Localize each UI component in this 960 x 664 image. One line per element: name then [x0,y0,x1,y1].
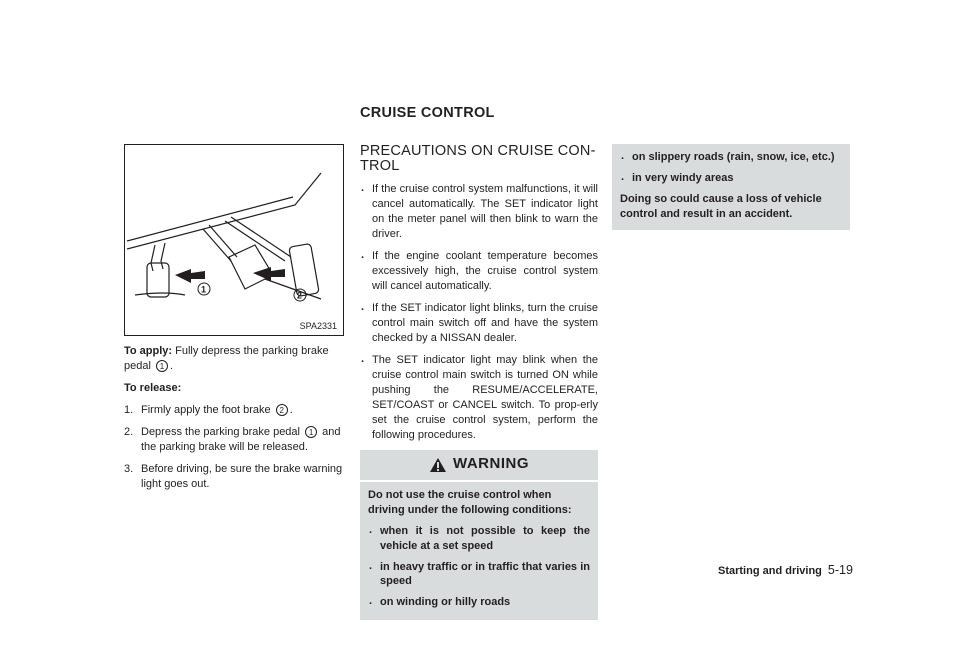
ref-callout: 1 [305,426,317,438]
apply-paragraph [124,344,346,374]
bullet: . [369,559,373,572]
brake-instructions [124,344,346,499]
bullet: . [361,182,365,195]
warning-text: when it is not possible to keep the vehicle at a set speed [380,524,590,552]
precaution-text: If the engine coolant temperature becomes excessively high, the cruise control system will cancel automatically. [372,250,598,293]
bullet: . [361,301,365,314]
precautions-title: PRECAUTIONS ON CRUISE CON-TROL [360,143,596,175]
section-title: CRUISE CONTROL [360,105,495,121]
release-label: To release: [124,381,182,394]
bullet: . [369,523,373,536]
warning-item [620,150,842,165]
figure-code: SPA2331 [299,320,337,331]
bullet: . [621,170,625,183]
step-end: and the parking brake will be released. [141,425,341,453]
precautions-list [360,182,598,442]
ref-callout: 2 [276,404,288,416]
warning-box [360,450,598,621]
page-footer [718,562,853,579]
precaution-item [360,301,598,346]
warning-item [368,524,590,554]
warning-text: on slippery roads (rain, snow, ice, etc.) [632,151,835,163]
precaution-item [360,353,598,443]
pedal-illustration [124,144,344,336]
precaution-text: The SET indicator light may blink when the cruise control main switch is turned ON while pushing the RESUME/ACCELERATE, SET/COAST or CANCEL switch. To prop-erly set the cruise control system, perform the following procedures. [372,353,598,441]
precautions-column [360,144,598,620]
apply-text: Fully depress the parking brake pedal [124,345,329,372]
ref-callout: 1 [156,360,168,372]
precaution-text: If the SET indicator light blinks, turn the cruise control main switch off and have the system checked by a NISSAN dealer. [372,302,598,345]
step-text: Firmly apply the foot brake [141,403,271,416]
precaution-item [360,249,598,294]
warning-triangle-icon [429,457,447,473]
warning-item [368,595,590,610]
precaution-item [360,182,598,242]
warning-continued-list [620,150,842,186]
warning-continued-box [612,144,850,230]
bullet: . [621,150,625,162]
apply-end: . [169,359,174,372]
bullet: . [361,352,365,365]
warning-heading: WARNING [453,455,529,473]
precaution-text: If the cruise control system malfunctions, it will cancel automatically. The SET indicator light on the meter panel will then blink to warn the driver. [372,183,598,241]
step-text: Depress the parking brake pedal [141,425,300,438]
warning-text: in heavy traffic or in traffic that varies in speed [380,560,590,588]
warning-closing: Doing so could cause a loss of vehicle control and result in an accident. [620,192,822,220]
callout-1: 1 [201,284,207,295]
warning-item [368,560,590,590]
footer-chapter: Starting and driving [718,565,822,577]
apply-label: To apply: [124,345,173,357]
warning-intro: Do not use the cruise control when driving under the following conditions: [368,488,572,516]
callout-2: 2 [297,290,303,301]
step-number: 2. [124,425,134,438]
release-steps [124,403,346,492]
step-number: 3. [124,462,134,475]
bullet: . [361,249,365,262]
warning-text: on winding or hilly roads [380,596,511,609]
warning-list [368,524,590,611]
release-step [124,403,346,418]
bullet: . [369,595,373,608]
warning-body [360,482,598,621]
page-number: 5-19 [827,563,853,577]
step-text: Before driving, be sure the brake warning light goes out. [141,462,343,490]
pedal-drawing [125,145,343,335]
warning-text: in very windy areas [632,171,734,184]
release-step [124,462,346,492]
release-step [124,425,346,455]
step-end: . [289,403,293,416]
step-number: 1. [124,403,134,416]
warning-item [620,171,842,186]
warning-header [360,450,598,480]
